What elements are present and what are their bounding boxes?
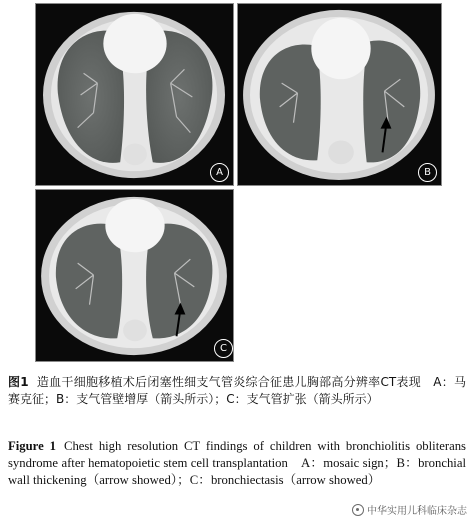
ct-image-a bbox=[35, 3, 234, 186]
ct-scan-c-graphic bbox=[36, 190, 233, 361]
ct-scan-a-graphic bbox=[36, 4, 233, 185]
figure-caption-english bbox=[8, 438, 466, 489]
figure-caption-chinese bbox=[8, 374, 466, 407]
caption-label-en: Figure 1 bbox=[8, 439, 56, 453]
caption-label-zh: 图1 bbox=[8, 375, 29, 389]
ct-scan-b-graphic bbox=[238, 4, 441, 185]
ct-image-c bbox=[35, 189, 234, 362]
wechat-icon bbox=[352, 504, 364, 516]
panel-label-a: A bbox=[210, 163, 229, 182]
caption-text-en: Chest high resolution CT findings of children with bronchiolitis obliterans syndrome after hematopoietic stem cell transplantation A：mosaic sign；B：bronchial wall thickening（arrow showed）；C：bronchiectasis（arrow showed） bbox=[8, 439, 466, 487]
ct-image-b bbox=[237, 3, 442, 186]
panel-label-c: C bbox=[214, 339, 233, 358]
journal-watermark bbox=[352, 502, 468, 517]
panel-label-b: B bbox=[418, 163, 437, 182]
caption-text-zh: 造血干细胞移植术后闭塞性细支气管炎综合征患儿胸部高分辨率CT表现 A：马赛克征；B：支气管壁增厚（箭头所示）；C：支气管扩张（箭头所示） bbox=[8, 375, 466, 406]
watermark-text: 中华实用儿科临床杂志 bbox=[367, 506, 467, 517]
